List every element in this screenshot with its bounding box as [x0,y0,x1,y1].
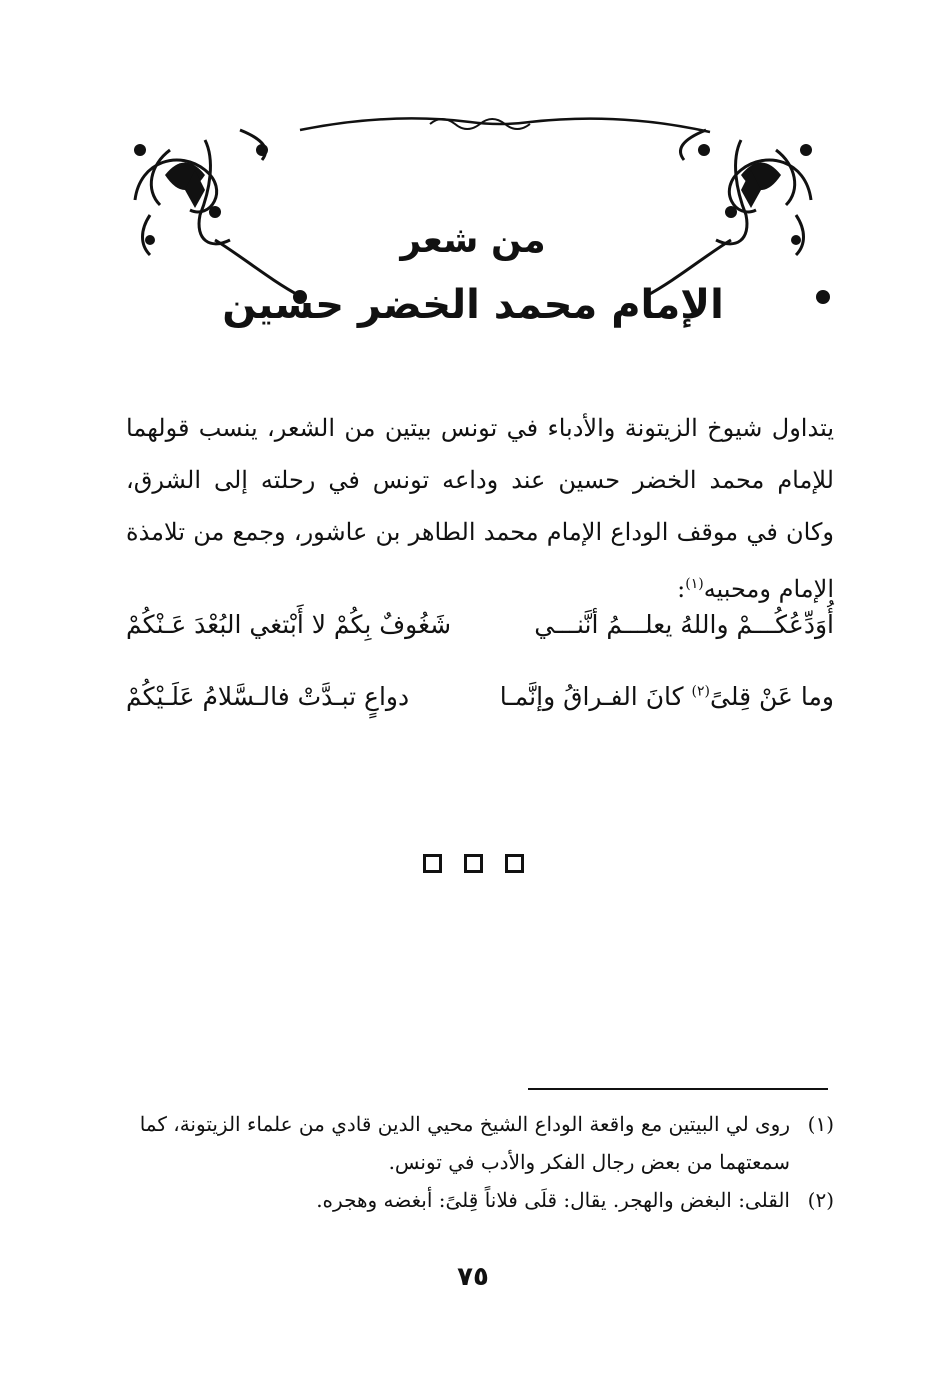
verse-2-first-hemistich-part-a: وما عَنْ قِلىً [710,682,834,711]
section-separator [0,854,946,878]
page-number: ٧٥ [457,1262,489,1292]
page-title-line-1: من شعر [400,220,546,261]
footnote-1-line-1: روى لي البيتين مع واقعة الوداع الشيخ محيي الدين قادي من علماء الزيتونة، كما [139,1112,790,1136]
separator-square-icon [423,854,442,873]
poem-verse-1 [126,610,834,660]
intro-paragraph [126,402,834,615]
footnote-1-line-2: سمعتهما من بعض رجال الفكر والأدب في تونس. [388,1150,790,1174]
intro-paragraph-text: يتداول شيوخ الزيتونة والأدباء في تونس بيتين من الشعر، ينسب قولهما للإمام محمد الخضر حسين عند وداعه تونس في رحلته إلى الشرق، وكان في موقف الوداع الإمام محمد الطاهر بن عاشور، وجمع من تلامذة الإمام ومحبيه [126,414,834,603]
footnotes [116,1105,834,1219]
verse-2-second-hemistich: دواعٍ تبـدَّتْ فالـسَّلامُ عَلَـيْكُمْ [126,682,410,711]
separator-square-icon [505,854,524,873]
separator-square-icon [464,854,483,873]
poem-verse-2 [126,682,834,732]
intro-paragraph-colon: : [677,575,686,603]
footnote-2-line-1: القلى: البغض والهجر. يقال: قلَى فلاناً قِلىً: أبغضه وهجره. [316,1188,790,1212]
page-title-line-2: الإمام محمد الخضر حسين [222,282,724,328]
verse-1-first-hemistich: أُوَدِّعُكُـــمْ واللهُ يعلـــمُ أنَّنـــي [534,610,834,639]
decorative-header-ornament [0,0,946,330]
footnote-2-number: (٢) [807,1188,834,1212]
footnote-ref-2: (٢) [691,683,710,700]
footnote-divider [528,1088,828,1090]
verse-1-second-hemistich: شَغُوفٌ بِكُمْ لا أَبْتغي البُعْدَ عَـنْكُمْ [126,610,452,639]
verse-2-first-hemistich [500,682,834,711]
footnote-1 [116,1105,834,1181]
footnote-1-number: (١) [807,1112,834,1136]
footnote-ref-1: (١) [685,576,704,592]
footnote-2 [116,1181,834,1219]
verse-2-first-hemistich-part-b: كانَ الفـراقُ وإنَّمـا [499,682,692,711]
